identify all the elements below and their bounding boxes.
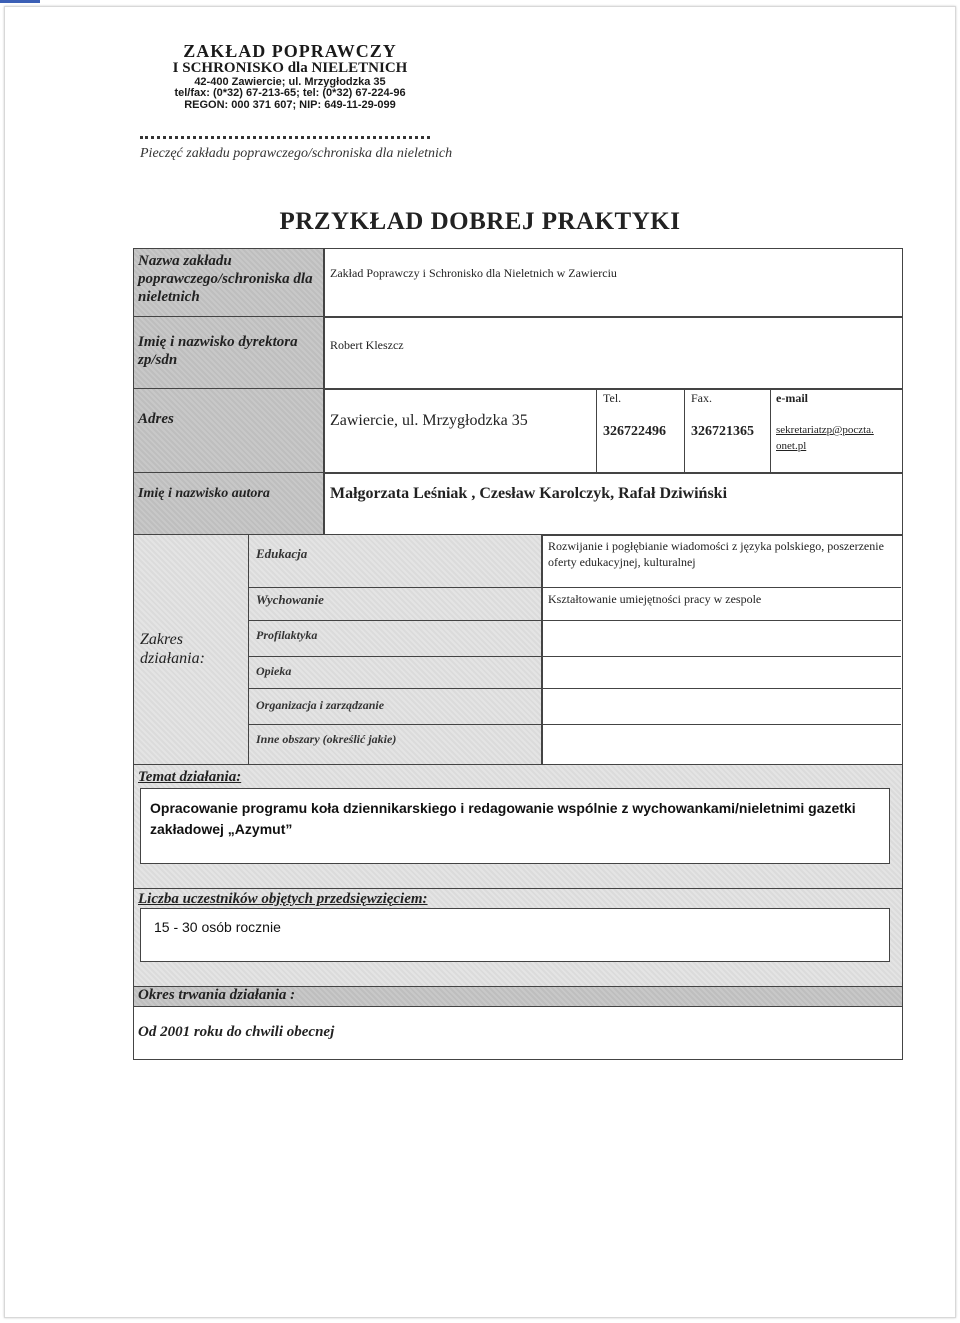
email-value-line-1[interactable]: sekretariatzp@poczta. — [776, 424, 874, 436]
stamp-caption: Pieczęć zakładu poprawczego/schroniska dla nieletnich — [140, 146, 453, 161]
scope-divider-2 — [248, 620, 901, 621]
stamp-line-2: I SCHRONISKO dla NIELETNICH — [172, 59, 408, 76]
address-value: Zawiercie, ul. Mrzygłodzka 35 — [330, 412, 528, 429]
scope-divider-1 — [248, 587, 901, 588]
director-value: Robert Kleszcz — [330, 338, 404, 352]
address-label-cell — [133, 388, 325, 474]
scan-edge-mark — [0, 0, 40, 3]
scope-opieka: Opieka — [256, 664, 292, 678]
page-title: PRZYKŁAD DOBREJ PRAKTYKI — [279, 208, 681, 235]
facility-value-cell — [323, 248, 903, 318]
scope-organizacja: Organizacja i zarządzanie — [256, 698, 385, 712]
scope-divider-4 — [248, 688, 901, 689]
tel-value: 326722496 — [603, 424, 666, 439]
stamp-line-3: 42-400 Zawiercie; ul. Mrzygłodzka 35 — [194, 75, 386, 88]
scope-edukacja: Edukacja — [256, 546, 308, 561]
email-value-line-2[interactable]: onet.pl — [776, 440, 807, 452]
email-divider — [770, 388, 771, 472]
author-value-cell — [323, 472, 903, 536]
scope-profilaktyka: Profilaktyka — [256, 628, 318, 642]
scope-wychowanie-value: Kształtowanie umiejętności pracy w zespole — [548, 592, 762, 606]
scope-edukacja-value: Rozwijanie i pogłębianie wiadomości z języka polskiego, poszerzenie oferty edukacyjnej, kulturalnej — [548, 539, 884, 570]
scope-divider-5 — [248, 724, 901, 725]
stamp-line-5: REGON: 000 371 607; NIP: 649-11-29-099 — [184, 98, 396, 111]
director-label: Imię i nazwisko dyrektora zp/sdn — [138, 334, 298, 368]
address-label: Adres — [138, 411, 174, 427]
stamp-line-1: ZAKŁAD POPRAWCZY — [183, 41, 397, 61]
participants-value-box — [140, 908, 890, 962]
topic-value: Opracowanie programu koła dziennikarskiego i redagowanie wspólnie z wychowankami/nieletnimi gazetki zakładowej „Azymut” — [150, 800, 856, 837]
director-value-cell — [323, 316, 903, 390]
participants-value: 15 - 30 osób rocznie — [154, 919, 281, 935]
tel-label: Tel. — [603, 391, 622, 405]
participants-label: Liczba uczestników objętych przedsięwzięciem: — [138, 891, 428, 907]
author-label-cell — [133, 472, 325, 536]
fax-label: Fax. — [691, 391, 712, 405]
duration-label: Okres trwania działania : — [138, 987, 296, 1003]
scope-wychowanie: Wychowanie — [256, 592, 324, 607]
facility-value: Zakład Poprawczy i Schronisko dla Nieletnich w Zawierciu — [330, 266, 617, 280]
stamp-line-4: tel/fax: (0*32) 67-213-65; tel: (0*32) 67-224-96 — [174, 87, 406, 100]
scope-label: Zakres działania: — [140, 631, 205, 668]
scope-divider-3 — [248, 656, 901, 657]
stamp-dotted-line — [140, 136, 430, 139]
author-value: Małgorzata Leśniak , Czesław Karolczyk, Rafał Dziwiński — [330, 485, 728, 502]
author-label: Imię i nazwisko autora — [138, 486, 270, 501]
tel-divider — [596, 388, 597, 472]
facility-stamp — [150, 42, 430, 111]
fax-divider — [684, 388, 685, 472]
fax-value: 326721365 — [691, 424, 754, 439]
topic-label: Temat działania: — [138, 769, 242, 785]
duration-value: Od 2001 roku do chwili obecnej — [138, 1024, 335, 1040]
scope-inne: Inne obszary (określić jakie) — [256, 732, 397, 746]
facility-label: Nazwa zakładu poprawczego/schroniska dla nieletnich — [138, 253, 313, 305]
email-label: e-mail — [776, 391, 808, 405]
